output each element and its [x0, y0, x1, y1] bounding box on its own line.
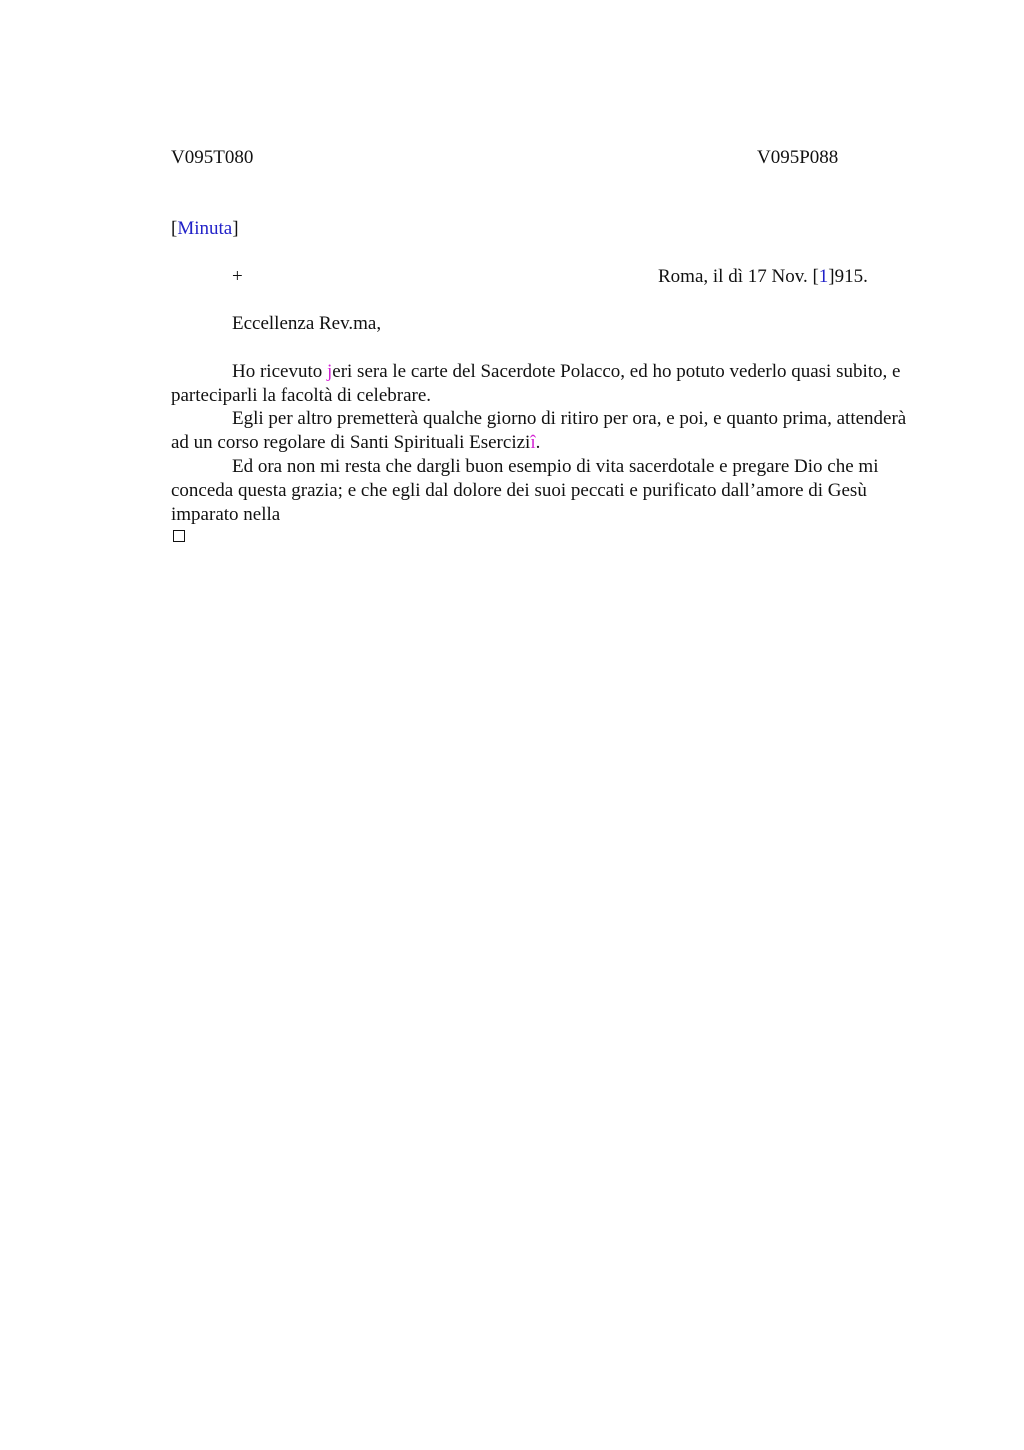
- document-id: V095T080: [171, 147, 254, 168]
- minuta-label: [171, 218, 239, 240]
- cross-symbol: +: [232, 266, 243, 287]
- salutation: Eccellenza Rev.ma,: [232, 313, 382, 334]
- minuta-open-bracket: [: [171, 218, 178, 239]
- minuta-text: Minuta: [177, 218, 233, 239]
- dateline-suffix: ]915.: [828, 266, 868, 287]
- paragraph-2-variant: î: [530, 432, 536, 453]
- minuta-close-bracket: ]: [232, 218, 239, 239]
- dateline-year-insert: 1: [818, 266, 829, 287]
- dateline-prefix: Roma, il dì 17 Nov. [: [658, 266, 819, 287]
- paragraph-2-start: Egli per altro premetterà qualche giorno di ritiro per ora, e poi, e quanto prima, attenderà ad un corso regolare di Santi Spirituali Esercizi: [171, 408, 907, 453]
- dateline: [658, 266, 868, 288]
- paragraph-2: [171, 407, 916, 455]
- page-id: V095P088: [757, 147, 839, 168]
- paragraph-2-end: .: [535, 432, 541, 453]
- checkbox-icon: [173, 530, 185, 542]
- paragraph-3: Ed ora non mi resta che dargli buon esempio di vita sacerdotale e pregare Dio che mi conceda questa grazia; e che egli dal dolore dei suoi peccati e purificato dall’amore di Gesù imparato nella: [171, 456, 879, 525]
- paragraph-1-rest: eri sera le carte del Sacerdote Polacco, ed ho potuto vederlo quasi subito, e parteciparli la facoltà di celebrare.: [171, 361, 901, 406]
- paragraph-1: [171, 360, 916, 408]
- paragraph-1-start: Ho ricevuto: [232, 361, 327, 382]
- paragraph-1-variant: j: [326, 361, 333, 382]
